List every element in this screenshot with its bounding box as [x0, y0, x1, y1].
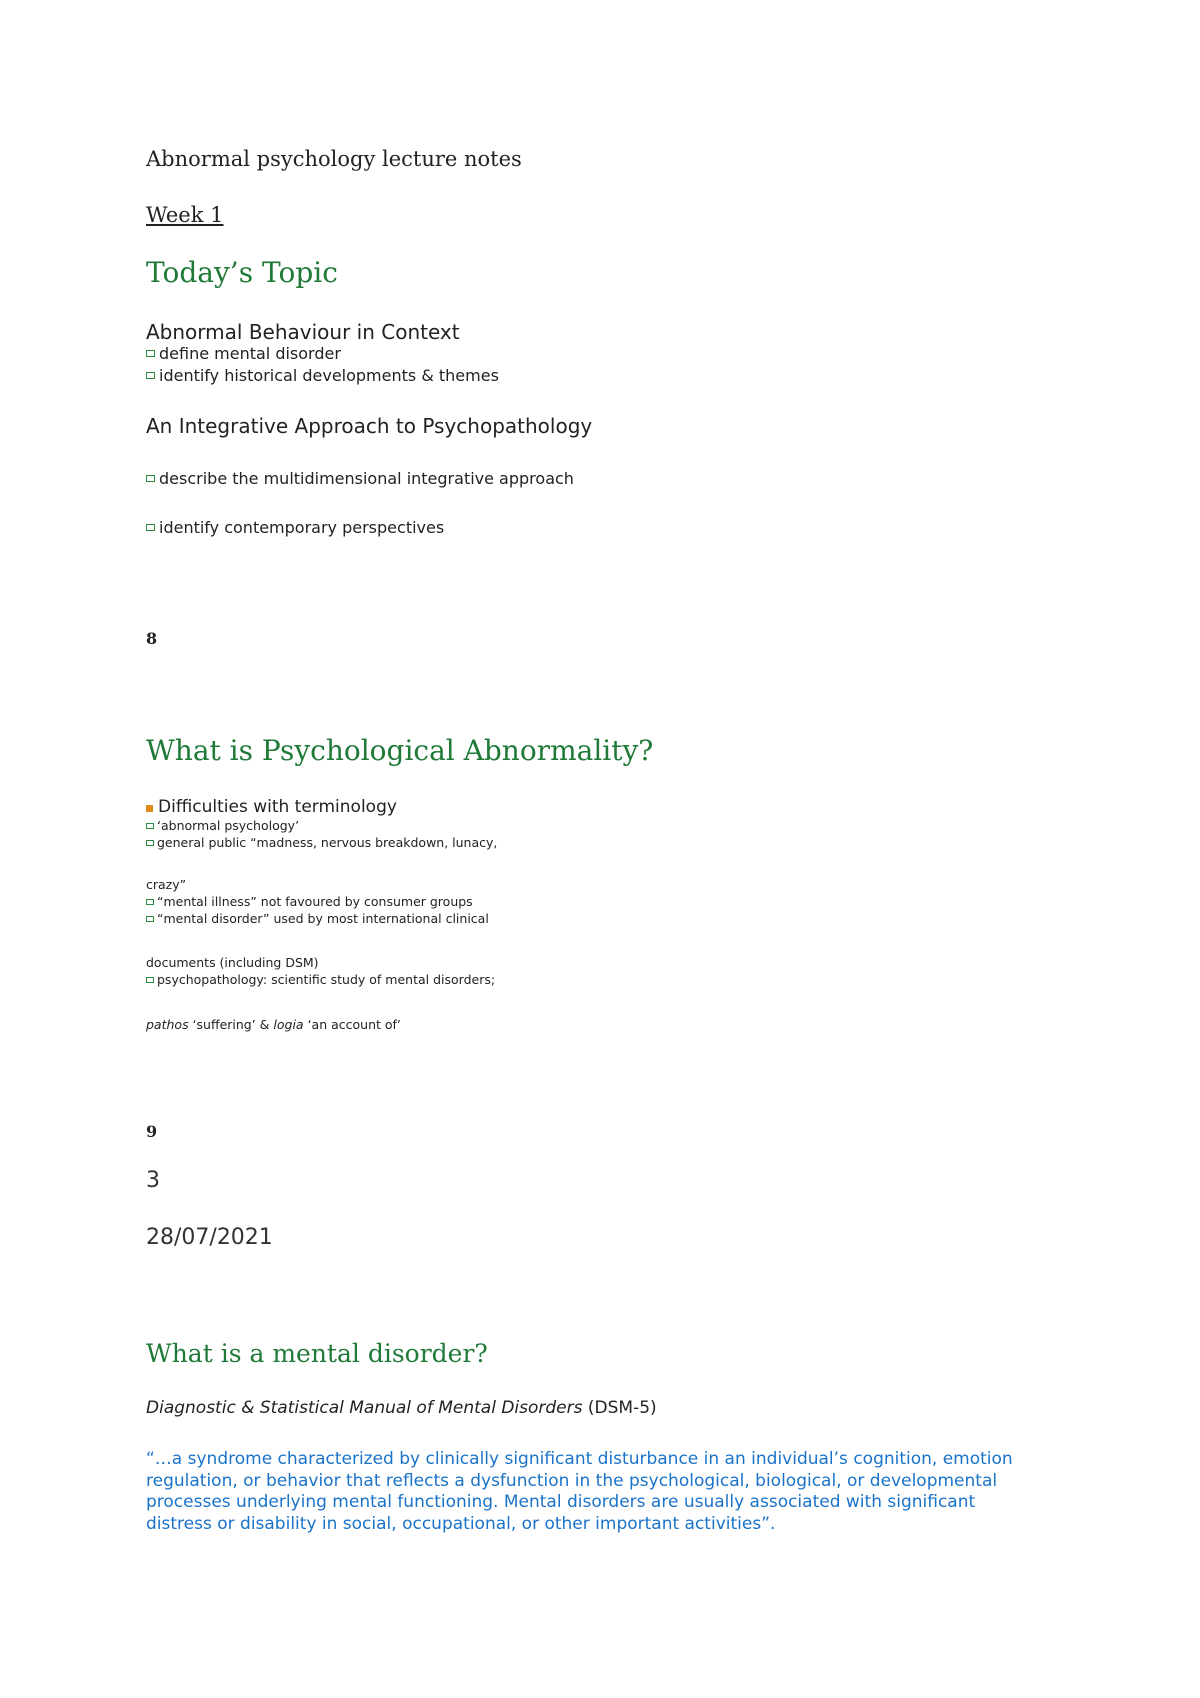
orange-square-bullet-icon	[146, 805, 153, 812]
slide-page-number: 9	[146, 1122, 158, 1141]
square-bullet-icon	[146, 475, 155, 482]
dsm-reference: Diagnostic & Statistical Manual of Mental Disorders (DSM-5)	[146, 1398, 657, 1418]
term-item-4: “mental disorder” used by most international clinical	[146, 911, 489, 926]
term-item-1: ‘abnormal psychology’	[146, 818, 299, 833]
term-item-2: general public “madness, nervous breakdown, lunacy,	[146, 835, 497, 850]
etymology-line: pathos ‘suffering’ & logia ‘an account of’	[146, 1017, 401, 1032]
page-count: 3	[146, 1168, 160, 1193]
square-bullet-icon	[146, 372, 155, 379]
psychological-abnormality-heading: What is Psychological Abnormality?	[146, 734, 654, 767]
square-bullet-icon	[146, 916, 154, 922]
slide-page-number: 8	[146, 629, 158, 648]
document-date: 28/07/2021	[146, 1225, 273, 1250]
section1-item-1: define mental disorder	[146, 344, 341, 363]
section1-title: Abnormal Behaviour in Context	[146, 320, 460, 344]
document-title: Abnormal psychology lecture notes	[146, 147, 522, 171]
dsm-definition-quote: “…a syndrome characterized by clinically significant disturbance in an individual’s cognition, emotion regulation, or behavior that reflects a dysfunction in the psychological, biological, or developmental processes underlying mental functioning. Mental disorders are usually associated with significant distress or disability in social, occupational, or other important activities”.	[146, 1449, 1013, 1534]
square-bullet-icon	[146, 524, 155, 531]
square-bullet-icon	[146, 899, 154, 905]
square-bullet-icon	[146, 977, 154, 983]
todays-topic-heading: Today’s Topic	[146, 256, 338, 289]
term-item-3: “mental illness” not favoured by consumer groups	[146, 894, 473, 909]
term-item-2-continued: crazy”	[146, 877, 187, 892]
terminology-lead: Difficulties with terminology	[146, 797, 397, 817]
section2-item-1: describe the multidimensional integrative approach	[146, 469, 574, 488]
square-bullet-icon	[146, 350, 155, 357]
mental-disorder-heading: What is a mental disorder?	[146, 1339, 488, 1368]
square-bullet-icon	[146, 823, 154, 829]
square-bullet-icon	[146, 840, 154, 846]
section2-item-2: identify contemporary perspectives	[146, 518, 444, 537]
section2-title: An Integrative Approach to Psychopathology	[146, 414, 593, 438]
term-item-4-continued: documents (including DSM)	[146, 955, 319, 970]
week-label: Week 1	[146, 203, 224, 227]
term-item-5: psychopathology: scientific study of mental disorders;	[146, 972, 495, 987]
section1-item-2: identify historical developments & themes	[146, 366, 499, 385]
